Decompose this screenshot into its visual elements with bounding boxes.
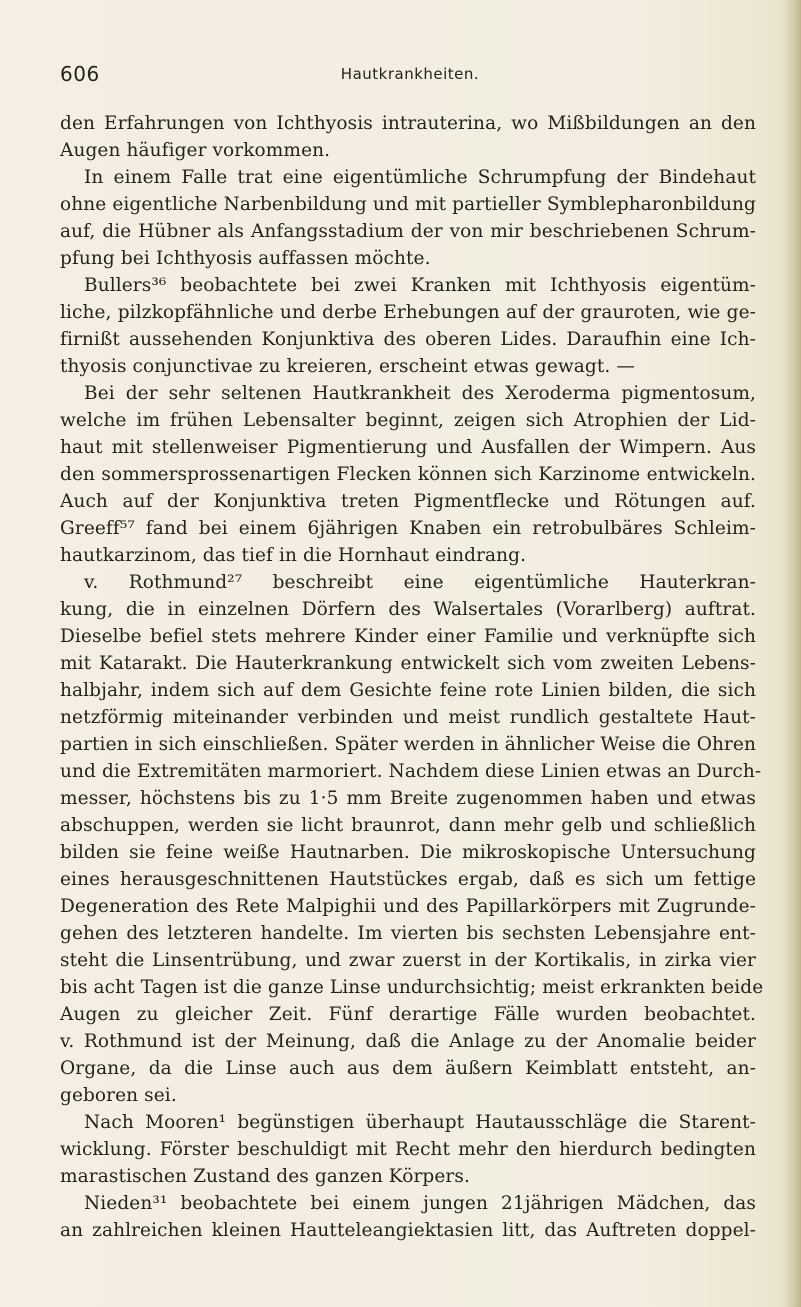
text-line: den Erfahrungen von Ichthyosis intrauterina, wo Mißbildungen an den — [60, 113, 756, 134]
text-line: Auch auf der Konjunktiva treten Pigmentflecke und Rötungen auf. — [60, 491, 756, 512]
page-header — [60, 62, 760, 92]
text-line: eines herausgeschnittenen Hautstückes ergab, daß es sich um fettige — [60, 869, 756, 890]
text-line: Organe, da die Linse auch aus dem äußern Keimblatt entsteht, an- — [60, 1058, 756, 1079]
text-line: auf, die Hübner als Anfangsstadium der von mir beschriebenen Schrum- — [60, 221, 756, 242]
text-line: marastischen Zustand des ganzen Körpers. — [60, 1166, 470, 1187]
text-line: hautkarzinom, das tief in die Hornhaut eindrang. — [60, 545, 527, 566]
text-line: den sommersprossenartigen Flecken können sich Karzinome entwickeln. — [60, 464, 756, 485]
text-line: liche, pilzkopfähnliche und derbe Erhebungen auf der grauroten, wie ge- — [60, 302, 756, 323]
text-line: haut mit stellenweiser Pigmentierung und Ausfallen der Wimpern. Aus — [60, 437, 756, 458]
text-line: mit Katarakt. Die Hauterkrankung entwickelt sich vom zweiten Lebens- — [60, 653, 756, 674]
text-line: Bullers³⁶ beobachtete bei zwei Kranken mit Ichthyosis eigentüm- — [84, 275, 756, 296]
running-title: Hautkrankheiten. — [340, 65, 480, 83]
text-line: und die Extremitäten marmoriert. Nachdem diese Linien etwas an Durch- — [60, 761, 762, 782]
text-line: ohne eigentliche Narbenbildung und mit partieller Symblepharonbildung — [60, 194, 756, 215]
text-line: Dieselbe befiel stets mehrere Kinder einer Familie und verknüpfte sich — [60, 626, 756, 647]
text-line: welche im frühen Lebensalter beginnt, zeigen sich Atrophien der Lid- — [60, 410, 756, 431]
text-line: messer, höchstens bis zu 1·5 mm Breite zugenommen haben und etwas — [60, 788, 756, 809]
text-line: geboren sei. — [60, 1085, 177, 1106]
text-line: steht die Linsentrübung, und zwar zuerst in der Kortikalis, in zirka vier — [60, 950, 756, 971]
text-line: gehen des letzteren handelte. Im vierten bis sechsten Lebensjahre ent- — [60, 923, 756, 944]
text-line: pfung bei Ichthyosis auffassen möchte. — [60, 248, 431, 269]
text-line: v. Rothmund²⁷ beschreibt eine eigentümliche Hauterkran- — [84, 572, 756, 593]
body-text — [60, 110, 764, 1244]
text-line: bilden sie feine weiße Hautnarben. Die mikroskopische Untersuchung — [60, 842, 756, 863]
text-line: bis acht Tagen ist die ganze Linse undurchsichtig; meist erkrankten beide — [60, 977, 764, 998]
text-line: Augen zu gleicher Zeit. Fünf derartige Fälle wurden beobachtet. — [60, 1004, 756, 1025]
text-line: Augen häufiger vorkommen. — [60, 140, 331, 161]
text-line: v. Rothmund ist der Meinung, daß die Anlage zu der Anomalie beider — [60, 1031, 756, 1052]
page-number: 606 — [60, 62, 100, 86]
text-line: abschuppen, werden sie licht braunrot, dann mehr gelb und schließlich — [60, 815, 756, 836]
text-line: In einem Falle trat eine eigentümliche Schrumpfung der Bindehaut — [84, 167, 756, 188]
text-line: Bei der sehr seltenen Hautkrankheit des Xeroderma pigmentosum, — [84, 383, 756, 404]
text-line: Degeneration des Rete Malpighii und des Papillarkörpers mit Zugrunde- — [60, 896, 756, 917]
page-edge-shadow — [783, 0, 801, 1307]
text-line: thyosis conjunctivae zu kreieren, erscheint etwas gewagt. — — [60, 356, 635, 377]
text-line: wicklung. Förster beschuldigt mit Recht mehr den hierdurch bedingten — [60, 1139, 756, 1160]
text-line: Nieden³¹ beobachtete bei einem jungen 21jährigen Mädchen, das — [84, 1193, 756, 1214]
text-line: kung, die in einzelnen Dörfern des Walsertales (Vorarlberg) auftrat. — [60, 599, 756, 620]
text-line: firnißt aussehenden Konjunktiva des oberen Lides. Daraufhin eine Ich- — [60, 329, 756, 350]
text-line: halbjahr, indem sich auf dem Gesichte feine rote Linien bilden, die sich — [60, 680, 756, 701]
text-line: Nach Mooren¹ begünstigen überhaupt Hautausschläge die Starent- — [84, 1112, 756, 1133]
text-line: Greeff⁵⁷ fand bei einem 6jährigen Knaben ein retrobulbäres Schleim- — [60, 518, 756, 539]
text-line: an zahlreichen kleinen Hautteleangiektasien litt, das Auftreten doppel- — [60, 1220, 756, 1241]
text-line: netzförmig miteinander verbinden und meist rundlich gestaltete Haut- — [60, 707, 756, 728]
text-line: partien in sich einschließen. Später werden in ähnlicher Weise die Ohren — [60, 734, 756, 755]
